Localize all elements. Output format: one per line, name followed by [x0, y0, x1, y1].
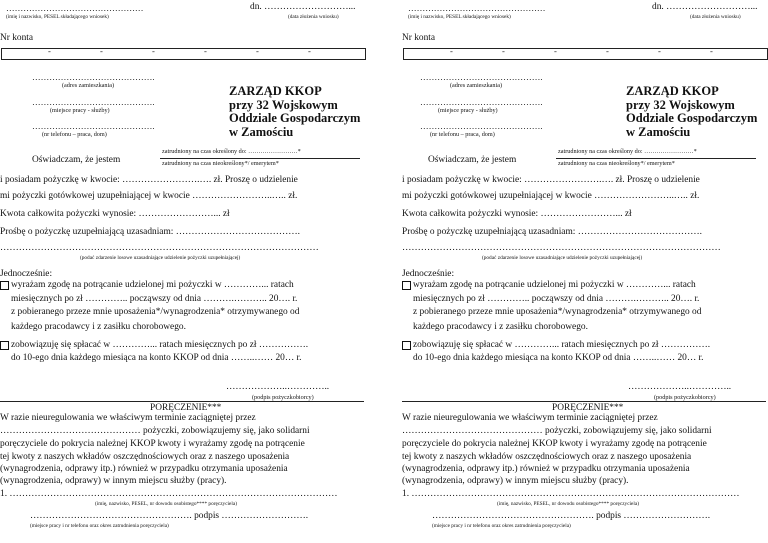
account-separator: -	[204, 46, 207, 56]
consent-repayment-checkbox[interactable]	[402, 341, 411, 350]
addressee-line: ZARZĄD KKOP	[229, 84, 322, 98]
guarantee-heading: PORĘCZENIE***	[150, 403, 222, 413]
guarantee-borrower-field[interactable]: ……………………………………… pożyczki, zobowiązujemy się, jako solidarni	[402, 426, 712, 436]
borrower-signature-caption: (podpis pożyczkobiorcy)	[252, 394, 314, 401]
declaration-option-fixed-term[interactable]: zatrudniony na czas określony do: ……………………*	[162, 148, 301, 155]
justification-continuation[interactable]: …………………………………………………………………………………………	[402, 243, 721, 253]
guarantor-entry-caption: (imię, nazwisko, PESEL, nr dowodu osobistego**** poręczyciela)	[497, 501, 639, 507]
addressee-line: przy 32 Wojskowym	[229, 97, 338, 112]
guarantor-signature-caption: (miejsce pracy i nr telefonu oraz okres zatrudnienia poręczyciela)	[432, 523, 571, 529]
date-field[interactable]: dn. ………………………...	[652, 2, 758, 12]
guarantee-text-line: (wynagrodzenia, odprawy itp.) również w przypadku otrzymania uposażenia	[0, 464, 288, 474]
date-caption: (data złożenia wniosku)	[288, 14, 339, 20]
guarantor-entry-caption: (imię, nazwisko, PESEL, nr dowodu osobistego**** poręczyciela)	[95, 501, 237, 507]
existing-loan-line[interactable]: i posiadam pożyczkę w kwocie: …………………….…. zł. Proszę o udzielenie	[402, 175, 700, 185]
supplementary-loan-line[interactable]: mi pożyczki gotówkowej uzupełniającej w kwocie ……………………..….. zł.	[402, 191, 700, 201]
total-loan-line[interactable]: Kwota całkowita pożyczki wynosie: ……………………... zł	[402, 209, 632, 219]
account-separator: -	[152, 46, 155, 56]
supplementary-loan-line[interactable]: mi pożyczki gotówkowej uzupełniającej w kwocie ……………………..….. zł.	[0, 191, 298, 201]
account-separator: -	[502, 46, 505, 56]
address-caption: (adres zamieszkania)	[62, 82, 115, 89]
phone-caption: (nr telefonu – praca, dom)	[430, 131, 495, 138]
account-label: Nr konta	[0, 33, 34, 43]
phone-line[interactable]: …………………………………….	[32, 121, 155, 131]
workplace-caption: (miejsce pracy - służby)	[438, 107, 498, 114]
guarantor-signature-line[interactable]: ……………………………………………. podpis ……………………….	[432, 511, 711, 521]
address-caption: (adres zamieszkania)	[450, 82, 503, 89]
consent-deduction-line: wyrażam zgodę na potrącanie udzielonej mi pożyczki w …………... ratach	[413, 280, 696, 290]
declaration-option-permanent[interactable]: zatrudniony na czas nieokreślony*/ emerytem*	[162, 160, 279, 167]
account-separator: -	[554, 46, 557, 56]
declaration-divider	[160, 158, 360, 159]
borrower-signature-caption: (podpis pożyczkobiorcy)	[654, 394, 716, 401]
account-label: Nr konta	[402, 33, 436, 43]
declaration-prefix: Oświadczam, że jestem	[428, 155, 517, 165]
consent-heading: Jednocześnie:	[402, 269, 455, 279]
guarantee-text-line: tej kwoty z naszych wkładów oszczędnościowych oraz z naszego uposażenia	[0, 452, 290, 462]
justification-caption: (podać zdarzenie losowe uzasadniające udzielenie pożyczki uzupełniającej)	[80, 255, 241, 261]
guarantor-entry-line[interactable]: 1. ……………………………………………………………………………………………	[0, 489, 338, 499]
justification-caption: (podać zdarzenie losowe uzasadniające udzielenie pożyczki uzupełniającej)	[482, 255, 643, 261]
consent-deduction-line: z pobieranego przeze mnie uposażenia*/wynagrodzenia* otrzymywanego od	[413, 307, 702, 317]
workplace-caption: (miejsce pracy - służby)	[50, 107, 110, 114]
consent-heading: Jednocześnie:	[0, 269, 53, 279]
address-line[interactable]: …………………………………….	[420, 72, 543, 82]
addressee-line: przy 32 Wojskowym	[626, 97, 735, 112]
guarantee-text-line: W razie nieuregulowania we właściwym terminie zaciągniętej przez	[0, 413, 256, 423]
date-caption: (data złożenia wniosku)	[690, 14, 741, 20]
account-separator: -	[308, 46, 311, 56]
account-separator: -	[256, 46, 259, 56]
consent-deduction-line: każdego pracodawcy i z zasiłku chorobowego.	[11, 322, 186, 332]
consent-repayment-line[interactable]: zobowiązuję się spłacać w …………... ratach miesięcznych po zł …………….	[11, 340, 309, 350]
applicant-caption: (imię i nazwisko, PESEL składającego wniosek)	[6, 14, 109, 20]
guarantor-signature-caption: (miejsce pracy i nr telefonu oraz okres zatrudnienia poręczyciela)	[30, 523, 169, 529]
justification-continuation[interactable]: …………………………………………………………………………………………	[0, 243, 319, 253]
phone-line[interactable]: …………………………………….	[420, 121, 543, 131]
guarantee-borrower-field[interactable]: ……………………………………… pożyczki, zobowiązujemy się, jako solidarni	[0, 426, 310, 436]
declaration-option-permanent[interactable]: zatrudniony na czas nieokreślony*/ emerytem*	[558, 160, 675, 167]
applicant-line[interactable]: …………………………………………	[6, 3, 144, 13]
address-line[interactable]: …………………………………….	[32, 72, 155, 82]
account-separator: -	[606, 46, 609, 56]
guarantee-text-line: W razie nieuregulowania we właściwym terminie zaciągniętej przez	[402, 413, 658, 423]
account-number-box[interactable]	[403, 48, 768, 60]
loan-form-left	[0, 0, 366, 543]
addressee-line: ZARZĄD KKOP	[626, 84, 719, 98]
addressee-block	[229, 85, 360, 139]
consent-deduction-line: każdego pracodawcy i z zasiłku chorobowego.	[413, 322, 588, 332]
workplace-line[interactable]: …………………………………….	[32, 97, 155, 107]
guarantee-text-line: poręczyciele do pokrycia należnej KKOP kwoty i wyrażamy zgodę na potrącenie	[0, 439, 305, 449]
existing-loan-line[interactable]: i posiadam pożyczkę w kwocie: …………………….…. zł. Proszę o udzielenie	[0, 175, 298, 185]
account-separator: -	[48, 46, 51, 56]
declaration-option-fixed-term[interactable]: zatrudniony na czas określony do: ……………………*	[558, 148, 697, 155]
guarantor-signature-line[interactable]: ……………………………………………. podpis ……………………….	[30, 511, 309, 521]
borrower-signature-line[interactable]: ………………..…………..	[628, 382, 732, 392]
consent-repayment-line[interactable]: zobowiązuję się spłacać w …………... ratach miesięcznych po zł …………….	[413, 340, 711, 350]
declaration-divider	[556, 158, 756, 159]
applicant-caption: (imię i nazwisko, PESEL składającego wniosek)	[408, 14, 511, 20]
guarantee-text-line: (wynagrodzenia, odprawy itp.) również w przypadku otrzymania uposażenia	[402, 464, 690, 474]
justification-line[interactable]: Prośbę o pożyczkę uzupełniającą uzasadniam: ………………………………….	[402, 227, 702, 237]
loan-form-right	[402, 0, 768, 543]
consent-deduction-line: z pobieranego przeze mnie uposażenia*/wynagrodzenia* otrzymywanego od	[11, 307, 300, 317]
phone-caption: (nr telefonu – praca, dom)	[42, 131, 107, 138]
guarantee-text-line: (wynagrodzenia, odprawy) w innym miejscu służby (pracy).	[402, 476, 629, 486]
addressee-block	[626, 85, 757, 139]
total-loan-line[interactable]: Kwota całkowita pożyczki wynosie: ……………………... zł	[0, 209, 230, 219]
date-field[interactable]: dn. ………………………...	[250, 2, 356, 12]
consent-deduction-line[interactable]: miesięcznych po zł ………….. począwszy od dnia ……….……….. 20…. r.	[413, 294, 700, 304]
justification-line[interactable]: Prośbę o pożyczkę uzupełniającą uzasadniam: ………………………………….	[0, 227, 300, 237]
consent-deduction-checkbox[interactable]	[0, 281, 9, 290]
consent-repayment-line[interactable]: do 10-ego dnia każdego miesiąca na konto KKOP od dnia ……..…… 20… r.	[11, 353, 302, 363]
borrower-signature-line[interactable]: ………………..…………..	[226, 382, 330, 392]
addressee-line: w Zamościu	[626, 124, 691, 139]
guarantee-heading: PORĘCZENIE***	[552, 403, 624, 413]
applicant-line[interactable]: …………………………………………	[408, 3, 546, 13]
consent-deduction-line[interactable]: miesięcznych po zł ………….. począwszy od dnia ……….……….. 20…. r.	[11, 294, 298, 304]
guarantee-text-line: tej kwoty z naszych wkładów oszczędnościowych oraz z naszego uposażenia	[402, 452, 692, 462]
account-separator: -	[658, 46, 661, 56]
account-separator: -	[450, 46, 453, 56]
guarantee-text-line: poręczyciele do pokrycia należnej KKOP kwoty i wyrażamy zgodę na potrącenie	[402, 439, 707, 449]
guarantee-text-line: (wynagrodzenia, odprawy) w innym miejscu służby (pracy).	[0, 476, 227, 486]
workplace-line[interactable]: …………………………………….	[420, 97, 543, 107]
consent-deduction-line: wyrażam zgodę na potrącanie udzielonej mi pożyczki w …………... ratach	[11, 280, 294, 290]
section-divider	[402, 401, 766, 402]
consent-deduction-checkbox[interactable]	[402, 281, 411, 290]
guarantor-entry-line[interactable]: 1. ……………………………………………………………………………………………	[402, 489, 740, 499]
addressee-line: Oddziale Gospodarczym	[626, 111, 758, 125]
consent-repayment-line[interactable]: do 10-ego dnia każdego miesiąca na konto KKOP od dnia ……..…… 20… r.	[413, 353, 704, 363]
consent-repayment-checkbox[interactable]	[0, 341, 9, 350]
addressee-line: Oddziale Gospodarczym	[229, 111, 361, 125]
addressee-line: w Zamościu	[229, 124, 294, 139]
section-divider	[0, 401, 364, 402]
declaration-prefix: Oświadczam, że jestem	[32, 155, 121, 165]
account-separator: -	[100, 46, 103, 56]
account-number-box[interactable]	[1, 48, 366, 60]
account-separator: -	[710, 46, 713, 56]
